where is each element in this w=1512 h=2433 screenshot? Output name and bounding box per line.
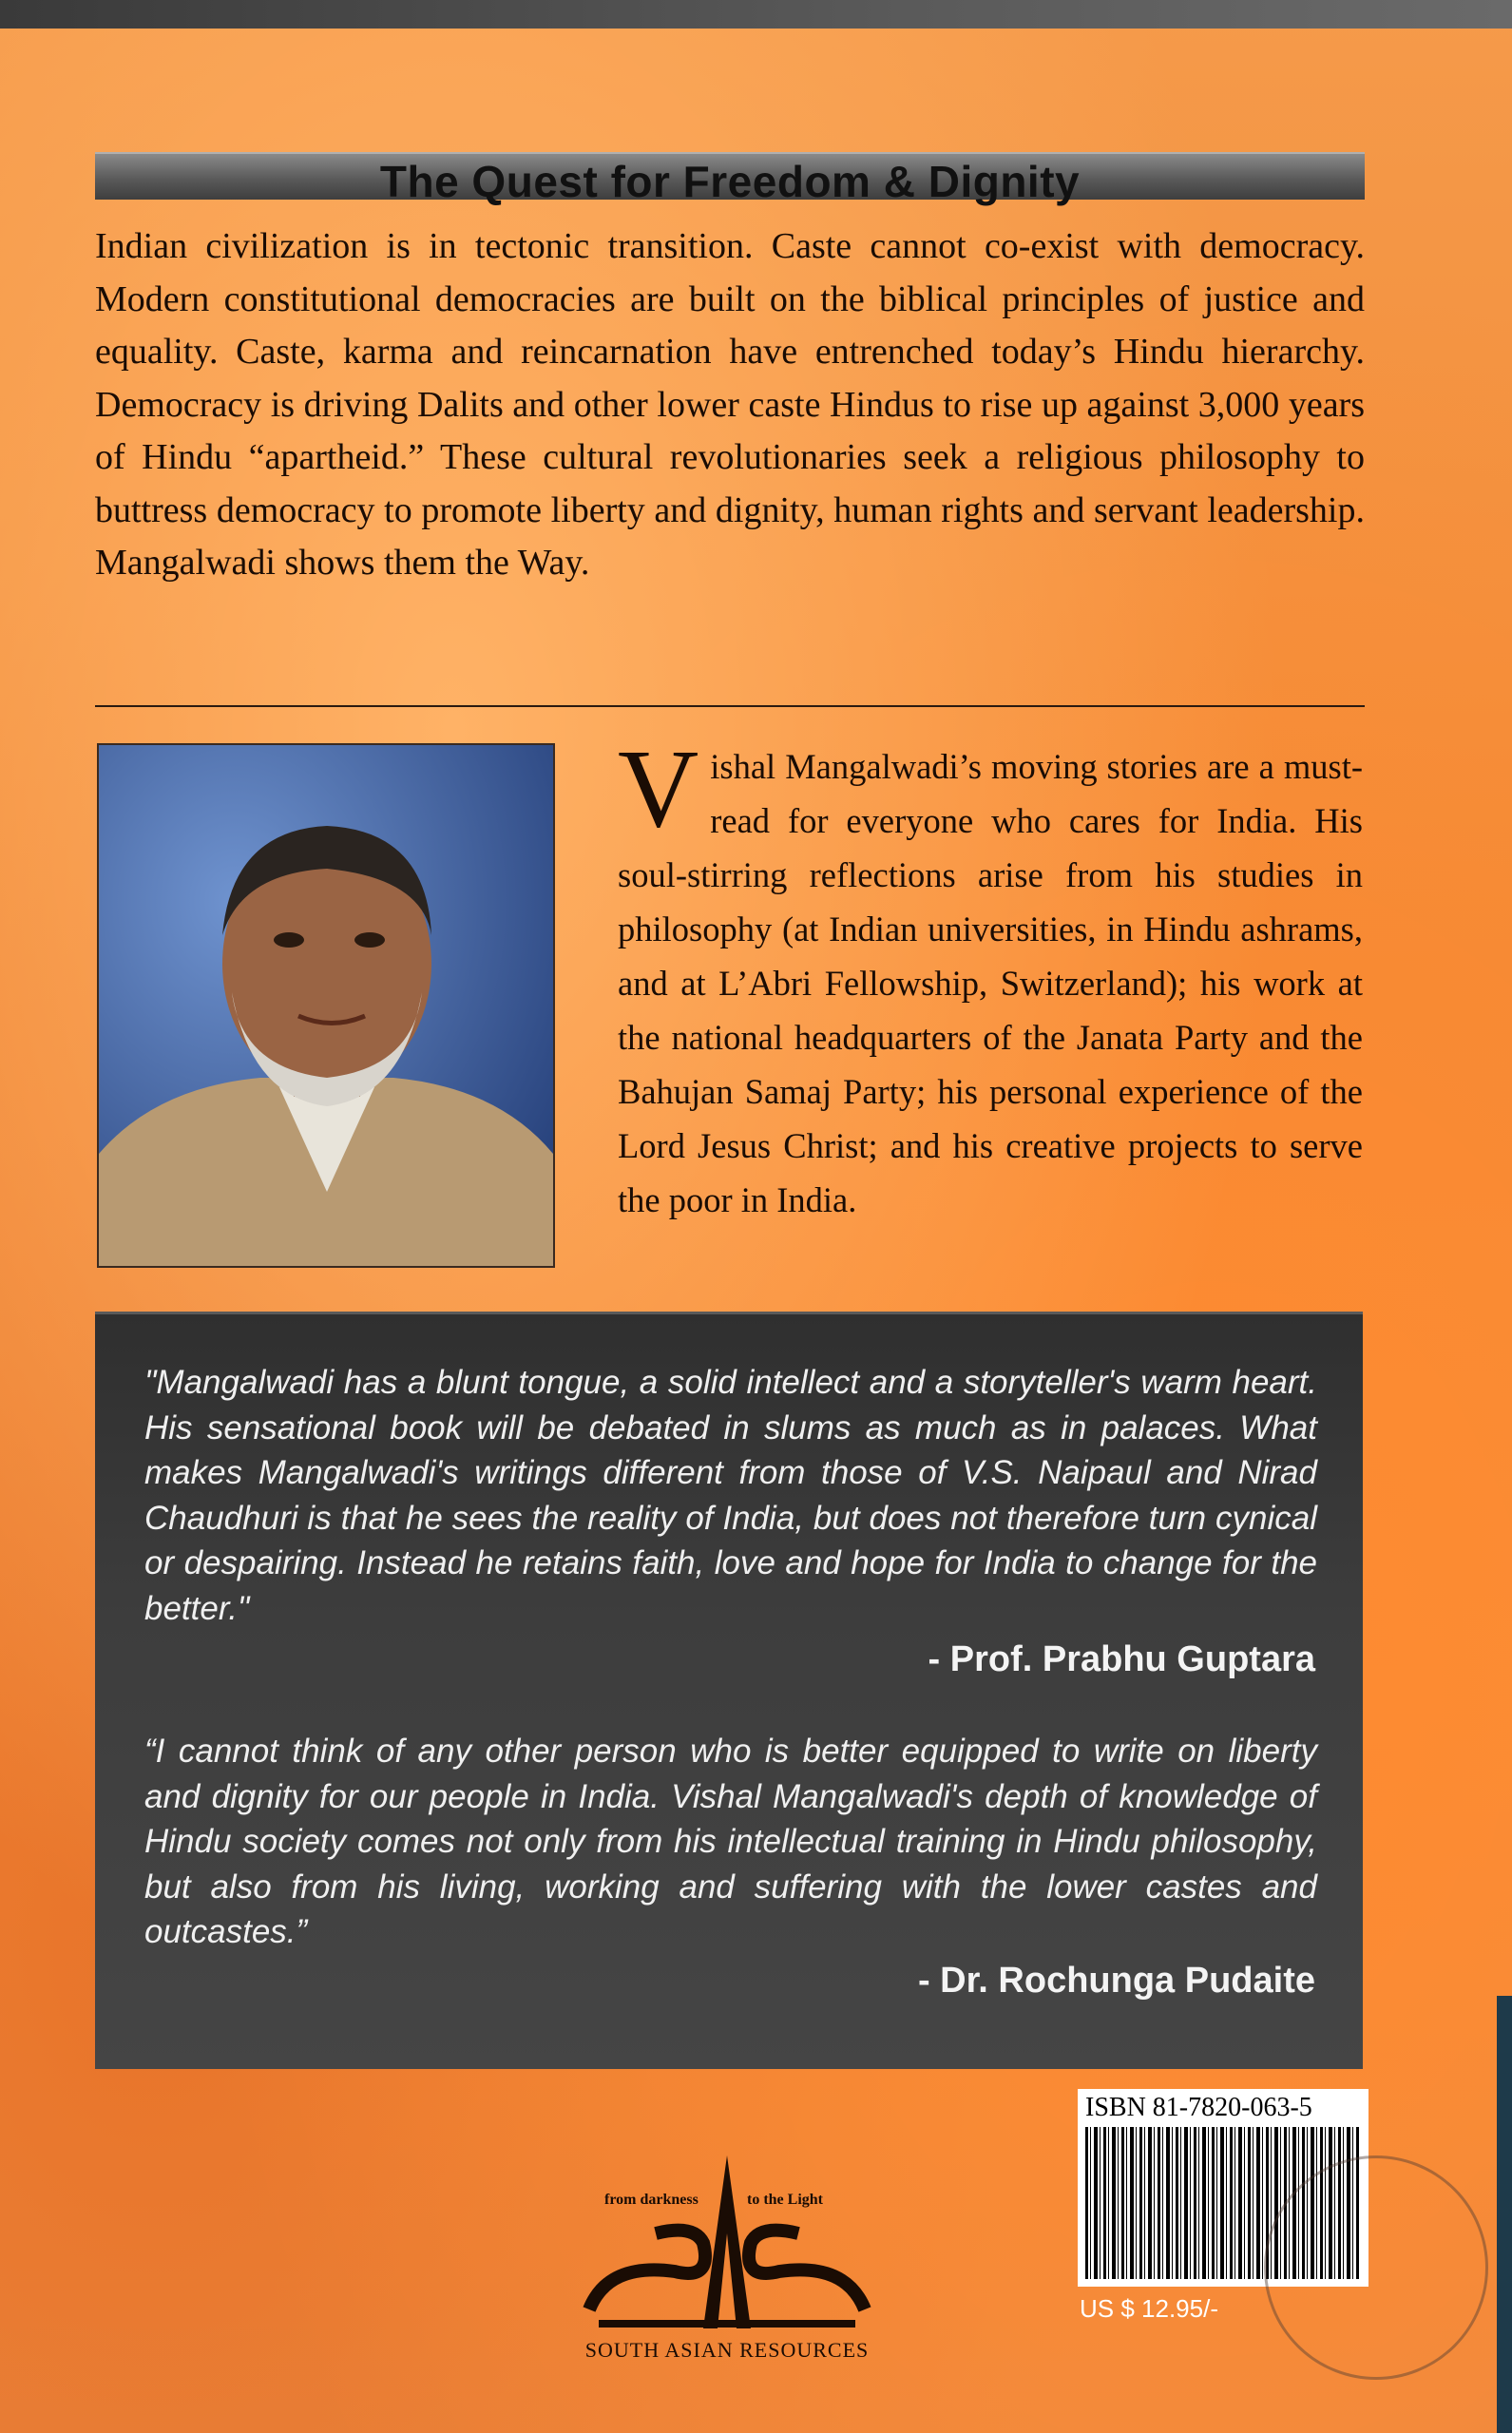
logo-tagline-right: to the Light — [747, 2192, 823, 2208]
endorsement-quote: “I cannot think of any other person who is better equipped to write on liberty and dignity for our people in India. Vishal Mangalwadi's depth of knowledge of Hindu society comes not only from his intellectual training in Hindu philosophy, but also from his living, working and suffering with the lower castes and outcastes.” — [144, 1733, 1317, 1950]
page-title: The Quest for Freedom & Dignity — [379, 157, 1081, 206]
drop-cap: V — [618, 726, 699, 851]
price-label: US $ 12.95/- — [1080, 2294, 1218, 2323]
seller-stamp-watermark — [1264, 2155, 1488, 2380]
endorsement-attribution: - Prof. Prabhu Guptara — [928, 1639, 1315, 1679]
logo-tagline-left: from darkness — [604, 2192, 699, 2208]
endorsement-quote: "Mangalwadi has a blunt tongue, a solid intellect and a storyteller's warm heart. His sensational book will be debated in slums as much as in palaces. What makes Mangalwadi's writings different from those of V.S. Naipaul and Nirad Chaudhuri is that he sees the reality of India, but does not therefore turn cynical or despairing. Instead he retains faith, love and hope for India to change for the better." — [144, 1364, 1317, 1627]
intro-paragraph: Indian civilization is in tectonic transition. Caste cannot co-exist with democracy. Modern constitutional democracies are built on the biblical principles of justice and equality. Caste, karma and reincarnation have entrenched today’s Hindu hierarchy. Democracy is driving Dalits and other lower caste Hindus to rise up against 3,000 years of Hindu “apartheid.” These cultural revolutionaries seek a religious philosophy to buttress democracy to promote liberty and dignity, human rights and servant leadership. Mangalwadi shows them the Way. — [95, 226, 1365, 583]
endorsements-box — [95, 1312, 1363, 2069]
divider-rule — [95, 705, 1365, 707]
endorsement-attribution: - Dr. Rochunga Pudaite — [917, 1961, 1315, 2001]
title-bar — [95, 152, 1365, 206]
publisher-name: SOUTH ASIAN RESOURCES — [584, 2338, 870, 2362]
publisher-emblem-icon — [570, 2148, 884, 2338]
publisher-logo — [570, 2148, 884, 2366]
top-edge-strip — [0, 0, 1512, 29]
author-portrait-image — [99, 745, 553, 1266]
author-bio — [618, 726, 1363, 1227]
author-photo — [97, 743, 555, 1268]
isbn-label: ISBN 81-7820-063-5 — [1085, 2093, 1312, 2122]
bio-text: ishal Mangalwadi’s moving stories are a must-read for everyone who cares for India. His soul-stirring reflections arise from his studies in philosophy (at Indian universities, in Hindu ashrams, and at L’Abri Fellowship, Switzerland); his work at the national headquarters of the Janata Party and the Bahujan Samaj Party; his personal experience of the Lord Jesus Christ; and his creative projects to serve the poor in India. — [618, 747, 1363, 1219]
right-edge-strip — [1497, 1996, 1512, 2433]
